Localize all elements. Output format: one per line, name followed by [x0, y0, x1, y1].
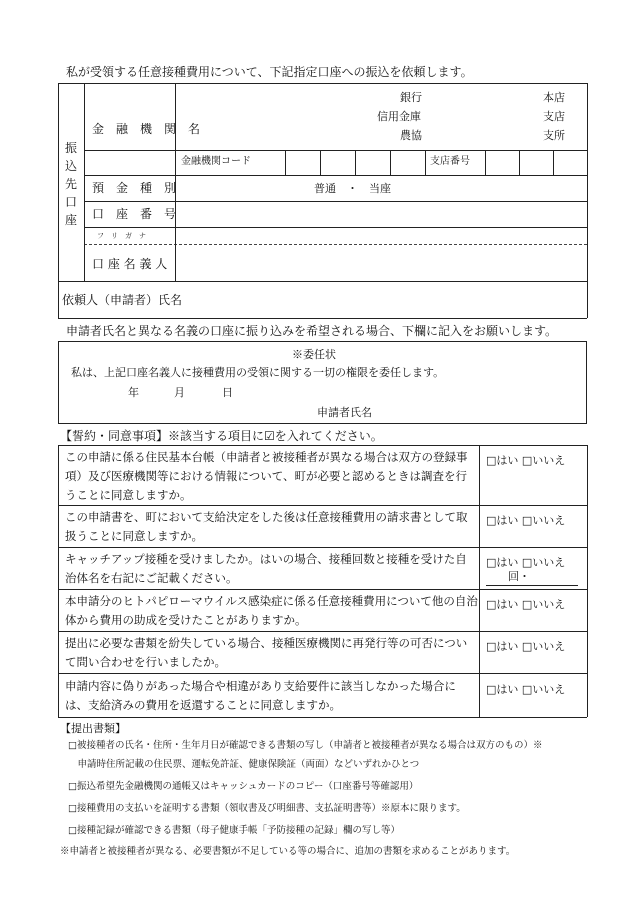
sub-office-text: 支所 [543, 129, 565, 142]
yes-no-checkbox-1[interactable]: □はい □いいえ [486, 454, 566, 467]
deposit-type-label: 預 金 種 別 [92, 181, 177, 195]
footer-note: ※申請者と被接種者が異なる、必要書類が不足している等の場合に、追加の書類を求めることがあります。 [60, 846, 516, 857]
delegation-signer-label: 申請者氏名 [317, 406, 372, 419]
document-item-2: □振込希望先金融機関の通帳又はキャッシュカードのコピー（口座番号等確認用） [68, 781, 419, 792]
account-number-label: 口 座 番 号 [92, 207, 177, 221]
document-item-4: □接種記録が確認できる書類（母子健康手帳「予防接種の記録」欄の写し等） [68, 825, 400, 836]
yes-no-checkbox-5[interactable]: □はい □いいえ [486, 640, 566, 653]
intro-text: 私が受領する任意接種費用について、下記指定口座への振込を依頼します。 [66, 65, 473, 79]
document-item-1-note: 申請時住所記載の住民票、運転免許証、健康保険証（両面）などいずれかひとつ [68, 759, 420, 770]
account-holder-label: 口 座 名 義 人 [92, 257, 168, 271]
date-day-label: 日 [222, 386, 233, 399]
bank-text: 銀行 [400, 91, 422, 104]
branch-text: 支店 [543, 110, 565, 123]
pledge-question-5: 提出に必要な書類を紛失している場合、接種医療機関に再発行等の可否について問い合わせを行いましたか。 [65, 636, 468, 669]
delegation-title: ※委任状 [292, 348, 336, 361]
transfer-account-label: 振込先口座 [64, 141, 77, 227]
pledge-question-1: この申請に係る住民基本台帳（申請者と被接種者が異なる場合は双方の登録事項）及び医療機関等における情報について、町が必要と認めるときは調査を行うことに同意しますか。 [65, 450, 468, 502]
yes-no-checkbox-6[interactable]: □はい □いいえ [486, 683, 566, 696]
delegation-body: 私は、上記口座名義人に接種費用の受領に関する一切の権限を委任します。 [71, 366, 445, 379]
pledge-question-3: キャッチアップ接種を受けましたか。はいの場合、接種回数と接種を受けた自治体名を右記にご記載ください。 [65, 552, 467, 585]
yes-no-checkbox-4[interactable]: □はい □いいえ [486, 598, 566, 611]
date-year-label: 年 [128, 386, 139, 399]
deposit-type-value[interactable]: 普通 ・ 当座 [314, 182, 391, 195]
furigana-label: フ リ ガ ナ [97, 232, 146, 240]
yes-no-checkbox-3[interactable]: □はい □いいえ [486, 556, 566, 569]
catchup-count-field[interactable]: 回・ [508, 570, 530, 583]
head-office-text: 本店 [543, 91, 565, 104]
catchup-underline [486, 585, 578, 586]
bank-code-label: 金融機関コード [181, 156, 251, 167]
document-item-3: □接種費用の支払いを証明する書類（領収書及び明細書、支払証明書等）※原本に限ります。 [68, 803, 466, 814]
yes-no-checkbox-2[interactable]: □はい □いいえ [486, 514, 566, 527]
date-month-label: 月 [174, 386, 185, 399]
pledge-question-4: 本申請分のヒトパピローマウイルス感染症に係る任意接種費用について他の自治体から費用の助成を受けたことがありますか。 [65, 594, 478, 627]
credit-union-text: 信用金庫 [377, 110, 421, 123]
requester-name-label: 依頼人（申請者）氏名 [62, 293, 183, 307]
delegate-note: 申請者氏名と異なる名義の口座に振り込みを希望される場合、下欄に記入をお願いします。 [66, 324, 558, 338]
pledge-question-2: この申請書を、町において支給決定をした後は任意接種費用の請求書として取扱うことに同意しますか。 [65, 510, 468, 543]
branch-number-label: 支店番号 [430, 156, 470, 167]
pledge-question-6: 申請内容に偽りがあった場合や相違があり支給要件に該当しなかった場合には、支給済みの費用を返還することに同意しますか。 [65, 679, 456, 712]
documents-header: 【提出書類】 [60, 722, 126, 735]
pledge-header: 【誓約・同意事項】※該当する項目に☑を入れてください。 [60, 429, 383, 443]
document-item-1: □被接種者の氏名・住所・生年月日が確認できる書類の写し（申請者と被接種者が異なる場合は双方のもの）※ [68, 740, 543, 751]
institution-label: 金 融 機 関 名 [92, 122, 201, 136]
agri-coop-text: 農協 [400, 129, 422, 142]
